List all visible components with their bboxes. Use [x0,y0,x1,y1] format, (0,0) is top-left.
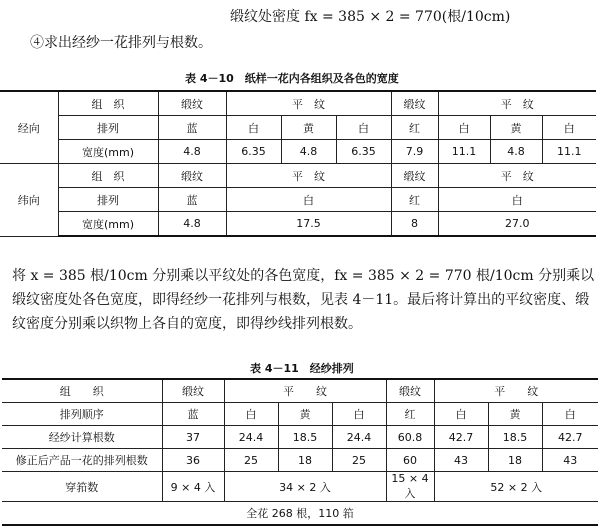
table-cell: 组 织 [58,164,158,188]
step-heading: ④求出经纱一花排列与根数。 [30,35,212,51]
table-cell: 4.8 [281,140,336,164]
table-cell: 排列 [58,116,158,140]
table-cell: 18.5 [488,426,542,449]
table-cell: 组 织 [58,91,158,116]
table-cell: 修正后产品一花的排列根数 [2,449,162,472]
table-cell: 43 [434,449,488,472]
table-cell: 白 [542,116,596,140]
table-cell: 白 [438,188,596,212]
table-cell: 60 [386,449,434,472]
table-cell: 蓝 [158,116,226,140]
weft-label: 纬向 [0,164,58,237]
table-row [0,212,596,237]
table-row [2,379,598,403]
table-cell: 白 [224,403,278,426]
table-row [2,403,598,426]
table-row [2,426,598,449]
table-cell: 25 [332,449,386,472]
table-cell: 缎纹 [391,91,438,116]
paragraph-line: 纹密度分别乘以织物上各自的宽度，即得纱线排列根数。 [12,316,362,332]
table-cell: 红 [391,116,438,140]
table-cell: 17.5 [226,212,391,237]
table-cell: 36 [162,449,224,472]
paragraph-line: 缎纹密度处各色宽度，即得经纱一花排列与根数，见表 4－11。最后将计算出的平纹密度、缎 [12,292,590,308]
table-4-10 [0,90,596,237]
table-cell: 9 × 4 入 [162,472,224,502]
table-cell: 18 [488,449,542,472]
table-cell: 6.35 [336,140,391,164]
table-4-11-caption: 表 4－11 经纱排列 [250,362,354,375]
table-cell: 白 [332,403,386,426]
table-row [0,140,596,164]
table-cell: 52 × 2 入 [434,472,598,502]
table-cell: 43 [542,449,598,472]
table-row [2,472,598,502]
table-cell: 白 [226,188,391,212]
table-cell: 42.7 [434,426,488,449]
table-cell: 7.9 [391,140,438,164]
table-cell: 4.8 [158,140,226,164]
table-cell: 蓝 [158,188,226,212]
table-cell: 黄 [490,116,542,140]
table-cell: 白 [434,403,488,426]
table-cell: 24.4 [224,426,278,449]
table-row [2,502,598,526]
table-cell: 平 纹 [224,379,386,403]
table-cell: 黄 [488,403,542,426]
table-4-11 [2,378,598,526]
table-cell: 缎纹 [158,164,226,188]
table-cell: 穿筘数 [2,472,162,502]
table-cell: 白 [226,116,281,140]
table-row [0,188,596,212]
table-cell: 宽度(mm) [58,212,158,237]
table-4-10-caption: 表 4－10 纸样一花内各组织及各色的宽度 [185,72,399,85]
table-cell: 缎纹 [162,379,224,403]
body-paragraph [12,264,604,336]
warp-label: 经向 [0,91,58,164]
table-cell: 平 纹 [434,379,598,403]
table-cell: 60.8 [386,426,434,449]
table-cell: 15 × 4 入 [386,472,434,502]
table-cell: 红 [386,403,434,426]
table-cell: 平 纹 [438,91,596,116]
paragraph-line: 将 x = 385 根/10cm 分别乘以平纹处的各色宽度，fx = 385 × 2 = 770 根/10cm 分别乘以 [12,268,595,284]
table-cell: 27.0 [438,212,596,237]
table-cell: 42.7 [542,426,598,449]
table-cell: 黄 [278,403,332,426]
table-cell: 18.5 [278,426,332,449]
table-cell: 缎纹 [158,91,226,116]
density-formula: 缎纹处密度 fx = 385 × 2 = 770(根/10cm) [230,9,511,25]
table-cell: 4.8 [158,212,226,237]
table-cell: 25 [224,449,278,472]
table-cell: 18 [278,449,332,472]
table-cell: 11.1 [542,140,596,164]
table-row [0,116,596,140]
table-cell: 白 [438,116,490,140]
table-row [2,449,598,472]
table-cell: 24.4 [332,426,386,449]
table-row [0,91,596,116]
table-cell: 排列顺序 [2,403,162,426]
table-cell: 4.8 [490,140,542,164]
table-cell: 缎纹 [386,379,434,403]
table-cell-total: 全花 268 根，110 筘 [2,502,598,526]
table-cell: 37 [162,426,224,449]
table-cell: 蓝 [162,403,224,426]
table-cell: 宽度(mm) [58,140,158,164]
table-row [0,164,596,188]
table-cell: 排列 [58,188,158,212]
table-cell: 白 [336,116,391,140]
table-cell: 缎纹 [391,164,438,188]
table-cell: 11.1 [438,140,490,164]
table-cell: 经纱计算根数 [2,426,162,449]
table-cell: 平 纹 [226,91,391,116]
table-cell: 平 纹 [226,164,391,188]
table-cell: 黄 [281,116,336,140]
table-cell: 红 [391,188,438,212]
table-cell: 组 织 [2,379,162,403]
table-cell: 平 纹 [438,164,596,188]
table-cell: 白 [542,403,598,426]
table-cell: 6.35 [226,140,281,164]
table-cell: 34 × 2 入 [224,472,386,502]
table-cell: 8 [391,212,438,237]
